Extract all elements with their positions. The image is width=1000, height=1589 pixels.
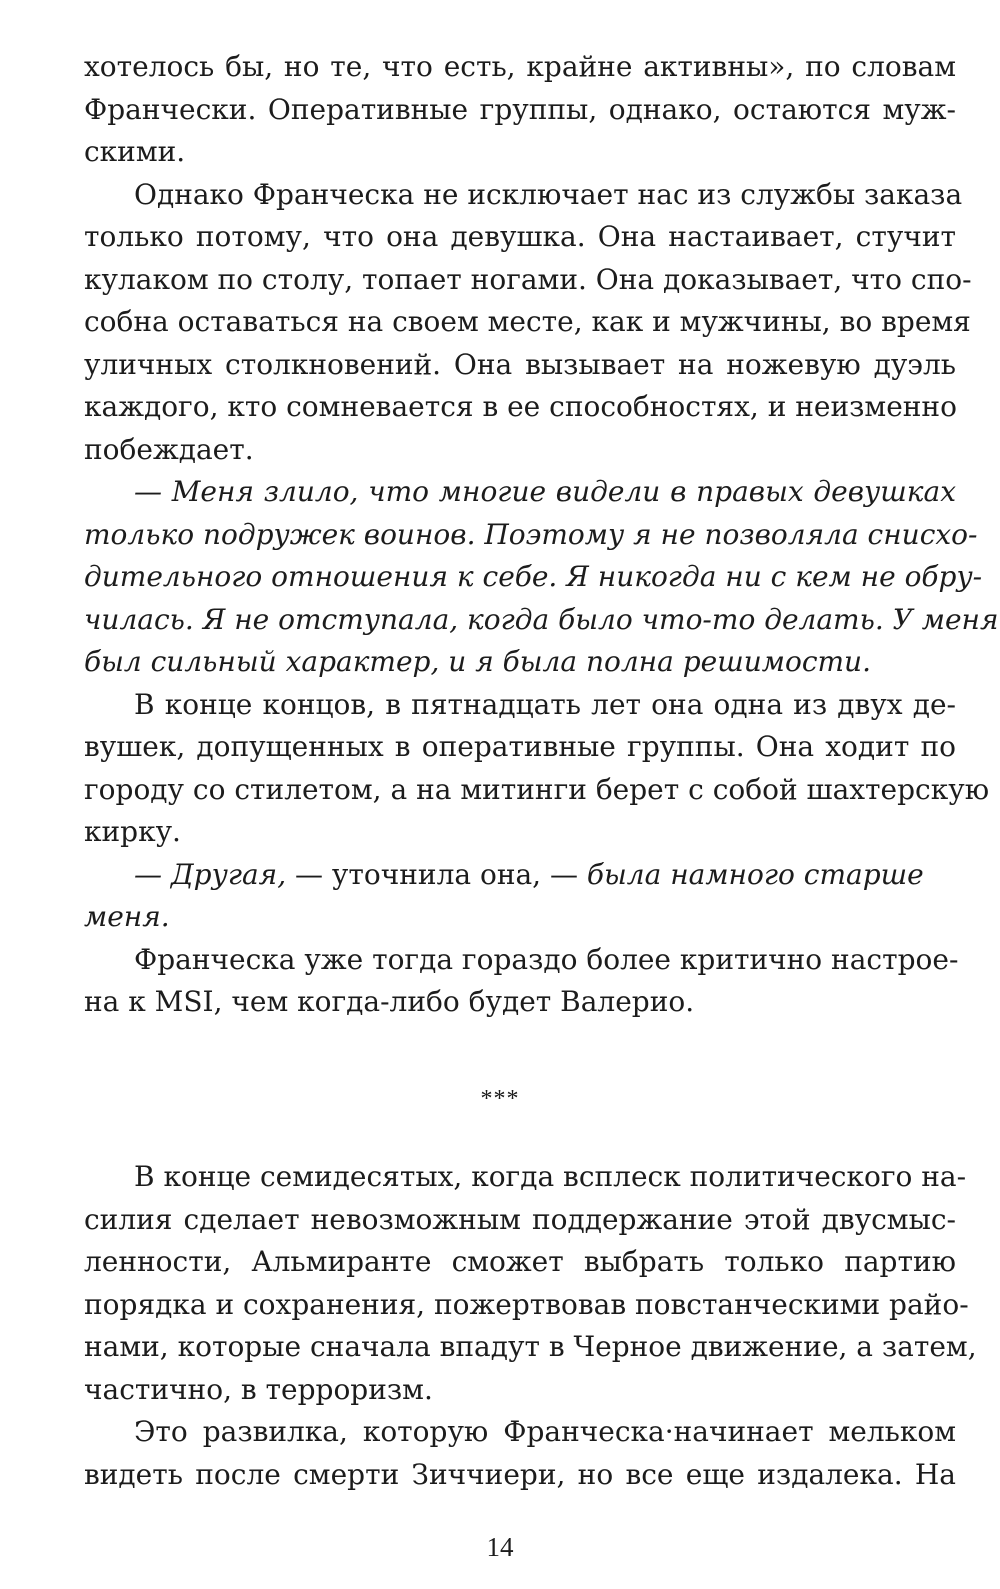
- quote-line: [84, 854, 956, 897]
- text-line: видеть после смерти Зиччиери, но все еще издалека. На: [84, 1457, 956, 1491]
- text-line: кирку.: [84, 815, 181, 848]
- quote-line: меня.: [84, 900, 170, 933]
- text-line: вушек, допущенных в оперативные группы. Она ходит по: [84, 730, 956, 763]
- text-line: городу со стилетом, а на митинги берет с собой шахтерскую: [84, 772, 990, 806]
- text-line: ленности, Альмиранте сможет выбрать только партию: [84, 1245, 956, 1278]
- text-line: на к MSI, чем когда-либо будет Валерио.: [84, 985, 695, 1018]
- quote-line: дительного отношения к себе. Я никогда ни с кем не обру-: [84, 560, 983, 593]
- text-block-top: [84, 46, 999, 1024]
- text-line: порядка и сохранения, пожертвовав повстанческими райо-: [84, 1287, 969, 1321]
- text-line: Франческа уже тогда гораздо более критично настрое-: [134, 942, 959, 976]
- text-line: частично, в терроризм.: [84, 1372, 433, 1406]
- text-line: каждого, кто сомневается в ее способностях, и неизменно: [84, 390, 957, 423]
- text-line: В конце семидесятых, когда всплеск политического на-: [134, 1160, 967, 1193]
- attribution: — уточнила она, —: [286, 857, 587, 891]
- text-line: уличных столкновений. Она вызывает на ножевую дуэль: [84, 347, 956, 381]
- text-line: хотелось бы, но те, что есть, крайне активны», по словам: [84, 50, 956, 83]
- text-line: собна оставаться на своем месте, как и мужчины, во время: [84, 305, 971, 338]
- text-line: кулаком по столу, топает ногами. Она доказывает, что спо-: [84, 262, 972, 296]
- quote-fragment: — Другая,: [134, 857, 287, 891]
- text-line: В конце концов, в пятнадцать лет она одна из двух де-: [134, 687, 956, 721]
- text-line: Франчески. Оперативные группы, однако, остаются муж-: [84, 92, 956, 126]
- section-separator: ***: [480, 1086, 520, 1112]
- page-number: 14: [486, 1532, 514, 1562]
- text-line: побеждает.: [84, 432, 254, 466]
- text-block-bottom: [84, 1156, 977, 1496]
- text-line: скими.: [84, 135, 186, 168]
- quote-line: чилась. Я не отступала, когда было что-то делать. У меня: [84, 602, 999, 636]
- text-line: нами, которые сначала впадут в Черное движение, а затем,: [84, 1330, 977, 1363]
- text-line: Это развилка, которую Франческа·начинает мельком: [134, 1415, 956, 1448]
- quote-fragment: была намного старше: [586, 857, 924, 891]
- quote-line: только подружек воинов. Поэтому я не позволяла снисхо-: [84, 517, 978, 551]
- text-line: Однако Франческа не исключает нас из службы заказа: [134, 177, 963, 211]
- quote-line: был сильный характер, и я была полна решимости.: [84, 645, 871, 678]
- text-line: силия сделает невозможным поддержание этой двусмыс-: [84, 1202, 956, 1236]
- quote-line: — Меня злило, что многие видели в правых девушках: [134, 475, 956, 508]
- text-line: только потому, что она девушка. Она настаивает, стучит: [84, 220, 956, 253]
